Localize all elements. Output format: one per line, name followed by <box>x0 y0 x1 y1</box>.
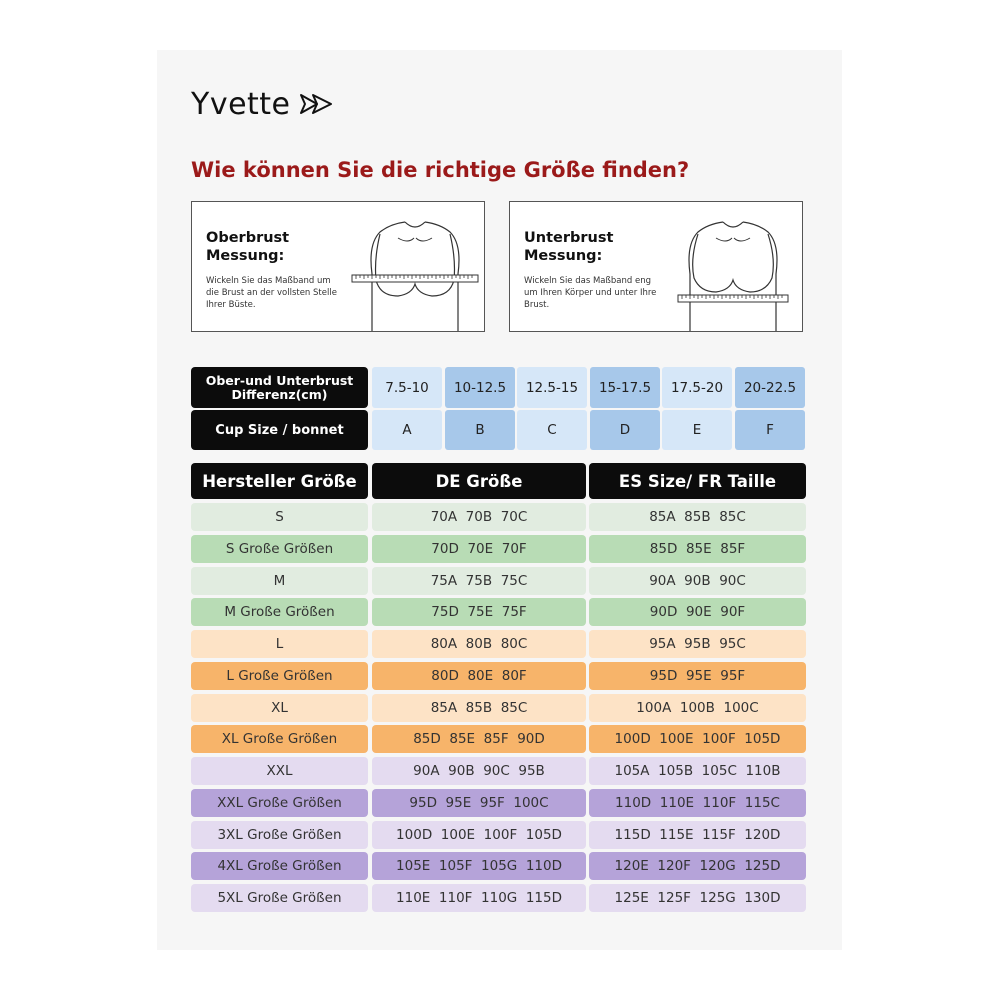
bust-measurement-card <box>191 201 485 332</box>
row-de-sizes: 105E 105F 105G 110D <box>372 852 586 880</box>
cup-cell: E <box>662 410 732 450</box>
row-es-fr-sizes: 95D 95E 95F <box>589 662 806 690</box>
row-de-sizes: 70D 70E 70F <box>372 535 586 563</box>
row-de-sizes: 75A 75B 75C <box>372 567 586 595</box>
cup-cell: F <box>735 410 805 450</box>
row-de-sizes: 80A 80B 80C <box>372 630 586 658</box>
row-de-sizes: 110E 110F 110G 115D <box>372 884 586 912</box>
row-es-fr-sizes: 115D 115E 115F 120D <box>589 821 806 849</box>
difference-header-line2: Differenz(cm) <box>231 386 328 402</box>
difference-cell: 20-22.5 <box>735 367 805 408</box>
row-size-label: XXL <box>191 757 368 785</box>
cup-cell: D <box>590 410 660 450</box>
row-size-label: XL Große Größen <box>191 725 368 753</box>
row-size-label: 3XL Große Größen <box>191 821 368 849</box>
row-es-fr-sizes: 95A 95B 95C <box>589 630 806 658</box>
row-es-fr-sizes: 100A 100B 100C <box>589 694 806 722</box>
row-size-label: S Große Größen <box>191 535 368 563</box>
row-size-label: 5XL Große Größen <box>191 884 368 912</box>
row-size-label: M Große Größen <box>191 598 368 626</box>
brand-logo <box>191 84 335 124</box>
bust-measurement-description: Wickeln Sie das Maßband um die Brust an der vollsten Stelle Ihrer Büste. <box>206 276 337 310</box>
row-size-label: L <box>191 630 368 658</box>
difference-header <box>191 367 368 408</box>
cup-cell: B <box>445 410 515 450</box>
underbust-measure-illustration <box>668 204 798 331</box>
page-title: Wie können Sie die richtige Größe finden? <box>191 158 690 182</box>
difference-cell: 7.5-10 <box>372 367 442 408</box>
row-size-label: XXL Große Größen <box>191 789 368 817</box>
row-es-fr-sizes: 125E 125F 125G 130D <box>589 884 806 912</box>
header-manufacturer-size: Hersteller Größe <box>191 463 368 499</box>
row-es-fr-sizes: 110D 110E 110F 115C <box>589 789 806 817</box>
bust-measure-illustration <box>350 204 480 331</box>
row-es-fr-sizes: 90D 90E 90F <box>589 598 806 626</box>
row-size-label: L Große Größen <box>191 662 368 690</box>
brand-name: Yvette <box>191 86 291 122</box>
bust-title-line1: Oberbrust <box>206 230 290 246</box>
row-es-fr-sizes: 85A 85B 85C <box>589 503 806 531</box>
cup-cell: A <box>372 410 442 450</box>
row-de-sizes: 85D 85E 85F 90D <box>372 725 586 753</box>
row-size-label: S <box>191 503 368 531</box>
row-de-sizes: 85A 85B 85C <box>372 694 586 722</box>
underbust-measurement-card <box>509 201 803 332</box>
cup-cell: C <box>517 410 587 450</box>
row-size-label: 4XL Große Größen <box>191 852 368 880</box>
underbust-measurement-title <box>524 229 613 265</box>
difference-cell: 12.5-15 <box>517 367 587 408</box>
row-size-label: M <box>191 567 368 595</box>
row-es-fr-sizes: 85D 85E 85F <box>589 535 806 563</box>
row-es-fr-sizes: 105A 105B 105C 110B <box>589 757 806 785</box>
underbust-title-line1: Unterbrust <box>524 230 614 246</box>
bust-measurement-title <box>206 229 289 265</box>
difference-cell: 15-17.5 <box>590 367 660 408</box>
double-arrow-logo-icon <box>299 93 335 115</box>
row-es-fr-sizes: 90A 90B 90C <box>589 567 806 595</box>
difference-header-line1: Ober-und Unterbrust <box>205 372 354 388</box>
row-de-sizes: 95D 95E 95F 100C <box>372 789 586 817</box>
difference-cell: 10-12.5 <box>445 367 515 408</box>
bust-title-line2: Messung: <box>206 248 285 264</box>
header-de-size: DE Größe <box>372 463 586 499</box>
difference-cell: 17.5-20 <box>662 367 732 408</box>
row-es-fr-sizes: 120E 120F 120G 125D <box>589 852 806 880</box>
row-de-sizes: 75D 75E 75F <box>372 598 586 626</box>
row-size-label: XL <box>191 694 368 722</box>
underbust-title-line2: Messung: <box>524 248 603 264</box>
row-de-sizes: 90A 90B 90C 95B <box>372 757 586 785</box>
row-es-fr-sizes: 100D 100E 100F 105D <box>589 725 806 753</box>
row-de-sizes: 80D 80E 80F <box>372 662 586 690</box>
underbust-measurement-description: Wickeln Sie das Maßband eng um Ihren Körper und unter Ihre Brust. <box>524 276 657 310</box>
row-de-sizes: 70A 70B 70C <box>372 503 586 531</box>
cup-size-header: Cup Size / bonnet <box>191 410 368 450</box>
row-de-sizes: 100D 100E 100F 105D <box>372 821 586 849</box>
header-es-fr-size: ES Size/ FR Taille <box>589 463 806 499</box>
